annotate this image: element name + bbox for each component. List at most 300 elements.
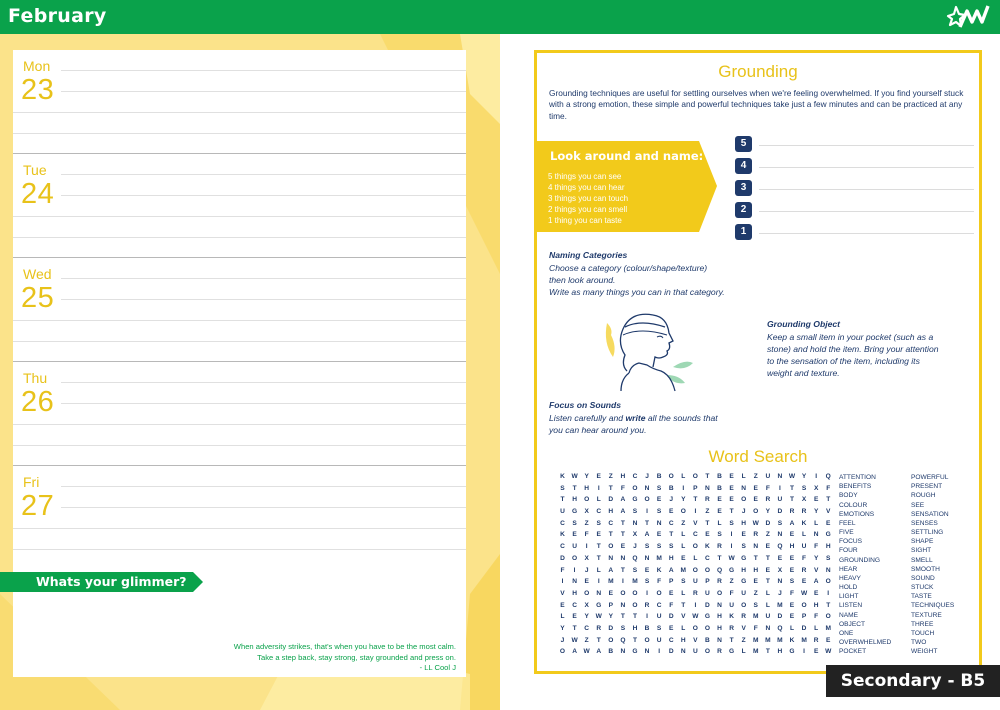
grid-letter[interactable]: T <box>765 578 770 586</box>
grid-letter[interactable]: U <box>801 543 807 551</box>
grid-letter[interactable]: T <box>753 554 758 562</box>
grid-letter[interactable]: O <box>632 589 638 597</box>
grid-letter[interactable]: O <box>704 648 710 656</box>
grid-letter[interactable]: X <box>584 601 589 609</box>
grid-letter[interactable]: F <box>729 589 734 597</box>
grid-letter[interactable]: I <box>730 531 733 539</box>
grid-letter[interactable]: Z <box>765 531 770 539</box>
grid-letter[interactable]: V <box>693 519 698 527</box>
grid-letter[interactable]: Z <box>584 519 589 527</box>
grid-letter[interactable]: E <box>729 496 734 504</box>
grid-letter[interactable]: M <box>753 648 759 656</box>
grid-letter[interactable]: N <box>620 601 626 609</box>
grid-letter[interactable]: T <box>765 554 770 562</box>
grid-letter[interactable]: N <box>777 531 783 539</box>
grid-letter[interactable]: F <box>560 566 565 574</box>
grid-letter[interactable]: X <box>801 496 807 504</box>
grid-letter[interactable]: F <box>826 484 831 492</box>
grid-letter[interactable]: O <box>632 601 638 609</box>
grid-letter[interactable]: A <box>813 578 819 586</box>
grid-letter[interactable]: U <box>692 648 698 656</box>
grid-letter[interactable]: R <box>741 613 747 621</box>
grid-letter[interactable]: J <box>633 543 637 551</box>
grid-letter[interactable]: U <box>572 543 577 551</box>
grid-letter[interactable]: Z <box>753 589 758 597</box>
grid-letter[interactable]: O <box>644 636 650 644</box>
grid-letter[interactable]: D <box>705 601 710 609</box>
grid-letter[interactable]: E <box>644 566 650 574</box>
grid-letter[interactable]: L <box>765 589 770 597</box>
grid-letter[interactable]: S <box>632 508 638 516</box>
grid-letter[interactable]: R <box>705 496 710 504</box>
grid-letter[interactable]: W <box>825 648 832 656</box>
grid-letter[interactable]: I <box>597 578 600 586</box>
grid-letter[interactable]: D <box>668 613 674 621</box>
grid-letter[interactable]: H <box>717 613 722 621</box>
grid-letter[interactable]: I <box>682 484 685 492</box>
grid-letter[interactable]: I <box>561 578 564 586</box>
grid-letter[interactable]: D <box>668 648 674 656</box>
grid-letter[interactable]: G <box>729 566 735 574</box>
grid-letter[interactable]: E <box>669 624 674 632</box>
grid-letter[interactable]: P <box>608 601 614 609</box>
grid-letter[interactable]: Y <box>801 473 807 480</box>
grid-letter[interactable]: O <box>716 589 723 597</box>
grid-letter[interactable]: I <box>694 508 697 516</box>
grid-letter[interactable]: W <box>752 519 759 527</box>
grid-letter[interactable]: O <box>692 473 698 480</box>
grid-letter[interactable]: T <box>645 519 650 527</box>
grid-letter[interactable]: L <box>681 589 686 597</box>
grid-letter[interactable]: L <box>741 473 746 480</box>
grid-letter[interactable]: L <box>681 473 686 480</box>
grid-letter[interactable]: A <box>668 566 674 574</box>
grid-letter[interactable]: E <box>560 601 565 609</box>
grid-letter[interactable]: I <box>827 589 830 597</box>
grid-letter[interactable]: T <box>632 613 637 621</box>
grid-letter[interactable]: N <box>717 636 722 644</box>
grid-letter[interactable]: T <box>826 496 831 504</box>
grid-letter[interactable]: K <box>801 519 807 527</box>
grid-letter[interactable]: U <box>560 508 565 516</box>
grid-letter[interactable]: X <box>777 566 783 574</box>
grid-letter[interactable]: H <box>741 566 747 574</box>
grid-letter[interactable]: C <box>656 601 662 609</box>
grid-letter[interactable]: W <box>788 473 796 480</box>
grid-letter[interactable]: L <box>693 554 698 562</box>
grid-letter[interactable]: E <box>765 543 771 551</box>
grid-letter[interactable]: T <box>729 636 734 644</box>
grid-letter[interactable]: H <box>608 508 614 516</box>
grid-letter[interactable]: E <box>789 554 795 562</box>
grid-letter[interactable]: T <box>596 636 601 644</box>
grid-letter[interactable]: I <box>573 566 576 574</box>
grid-letter[interactable]: R <box>644 601 650 609</box>
grid-letter[interactable]: H <box>789 543 795 551</box>
grid-letter[interactable]: M <box>608 578 614 586</box>
grid-letter[interactable]: U <box>765 613 771 621</box>
grid-letter[interactable]: F <box>765 484 770 492</box>
grid-letter[interactable]: D <box>801 624 807 632</box>
grid-letter[interactable]: C <box>692 531 698 539</box>
grid-letter[interactable]: Z <box>741 636 746 644</box>
grid-letter[interactable]: Z <box>584 636 589 644</box>
grid-letter[interactable]: N <box>656 519 662 527</box>
grid-letter[interactable]: N <box>705 484 710 492</box>
grid-letter[interactable]: Q <box>716 566 723 574</box>
grid-letter[interactable]: N <box>825 566 831 574</box>
grid-letter[interactable]: N <box>777 578 783 586</box>
grid-letter[interactable]: G <box>789 648 795 656</box>
grid-letter[interactable]: M <box>777 636 783 644</box>
grid-letter[interactable]: P <box>669 578 674 586</box>
grid-letter[interactable]: J <box>669 496 674 504</box>
grid-letter[interactable]: C <box>668 519 674 527</box>
grid-letter[interactable]: O <box>656 589 662 597</box>
grid-letter[interactable]: I <box>778 484 781 492</box>
grid-letter[interactable]: W <box>595 613 602 621</box>
grid-letter[interactable]: H <box>717 624 722 632</box>
grid-letter[interactable]: T <box>608 484 613 492</box>
grid-letter[interactable]: D <box>777 508 783 516</box>
grid-letter[interactable]: L <box>814 519 819 527</box>
grid-letter[interactable]: N <box>680 648 686 656</box>
grid-letter[interactable]: S <box>632 566 638 574</box>
grid-letter[interactable]: G <box>825 531 831 539</box>
grid-letter[interactable]: E <box>789 613 795 621</box>
grid-letter[interactable]: D <box>608 624 614 632</box>
grid-letter[interactable]: N <box>765 624 771 632</box>
grid-letter[interactable]: I <box>803 648 805 656</box>
grid-letter[interactable]: A <box>596 648 602 656</box>
grid-letter[interactable]: I <box>815 473 818 480</box>
grid-letter[interactable]: T <box>572 624 577 632</box>
grid-letter[interactable]: J <box>645 473 649 480</box>
grid-letter[interactable]: H <box>572 589 577 597</box>
grid-letter[interactable]: H <box>753 566 759 574</box>
grid-letter[interactable]: O <box>692 624 698 632</box>
grid-letter[interactable]: E <box>729 484 734 492</box>
grid-letter[interactable]: S <box>656 508 662 516</box>
grid-letter[interactable]: V <box>813 566 819 574</box>
grid-letter[interactable]: E <box>596 473 601 480</box>
grid-letter[interactable]: N <box>644 554 650 562</box>
grid-letter[interactable]: Q <box>777 543 783 551</box>
grid-letter[interactable]: T <box>705 473 710 480</box>
grid-letter[interactable]: E <box>572 613 577 621</box>
grid-letter[interactable]: C <box>632 473 638 480</box>
grid-letter[interactable]: Y <box>813 508 819 516</box>
grid-letter[interactable]: L <box>560 613 565 621</box>
grid-letter[interactable]: C <box>584 624 590 632</box>
grid-letter[interactable]: M <box>777 601 783 609</box>
grid-letter[interactable]: O <box>741 601 747 609</box>
grid-letter[interactable]: D <box>765 519 771 527</box>
grid-letter[interactable]: E <box>656 496 662 504</box>
grid-letter[interactable]: T <box>632 636 637 644</box>
grid-letter[interactable]: W <box>583 648 590 656</box>
grid-letter[interactable]: E <box>741 531 746 539</box>
grid-letter[interactable]: U <box>692 578 698 586</box>
grid-letter[interactable]: T <box>620 566 625 574</box>
grid-letter[interactable]: T <box>620 519 625 527</box>
grid-letter[interactable]: N <box>620 648 626 656</box>
grid-letter[interactable]: T <box>669 531 674 539</box>
grid-letter[interactable]: I <box>646 589 648 597</box>
grid-letter[interactable]: Z <box>681 519 686 527</box>
grid-letter[interactable]: M <box>656 554 662 562</box>
grid-letter[interactable]: H <box>825 543 831 551</box>
grid-letter[interactable]: A <box>572 648 577 656</box>
grid-letter[interactable]: B <box>705 636 710 644</box>
grid-letter[interactable]: H <box>572 496 577 504</box>
grid-letter[interactable]: Y <box>681 496 686 504</box>
grid-letter[interactable]: S <box>560 484 565 492</box>
grid-letter[interactable]: S <box>753 601 758 609</box>
grid-letter[interactable]: S <box>729 519 734 527</box>
grid-letter[interactable]: D <box>560 554 565 562</box>
grid-letter[interactable]: L <box>681 531 686 539</box>
grid-letter[interactable]: T <box>729 508 734 516</box>
grid-letter[interactable]: T <box>560 496 565 504</box>
grid-letter[interactable]: E <box>813 496 819 504</box>
grid-letter[interactable]: A <box>789 519 795 527</box>
grid-letter[interactable]: K <box>656 566 662 574</box>
grid-letter[interactable]: E <box>717 496 722 504</box>
grid-letter[interactable]: D <box>608 496 614 504</box>
grid-letter[interactable]: L <box>681 624 686 632</box>
grid-letter[interactable]: D <box>777 613 783 621</box>
grid-letter[interactable]: N <box>620 554 626 562</box>
grid-letter[interactable]: I <box>646 613 648 621</box>
grid-letter[interactable]: V <box>693 636 698 644</box>
grid-letter[interactable]: E <box>729 473 734 480</box>
grid-letter[interactable]: R <box>801 508 807 516</box>
grid-letter[interactable]: O <box>559 648 566 656</box>
grid-letter[interactable]: Q <box>777 624 783 632</box>
grid-letter[interactable]: K <box>705 543 710 551</box>
grid-letter[interactable]: W <box>800 589 808 597</box>
grid-letter[interactable]: I <box>730 543 733 551</box>
grid-letter[interactable]: T <box>572 484 577 492</box>
grid-letter[interactable]: U <box>741 589 747 597</box>
grid-letter[interactable]: E <box>620 543 626 551</box>
grid-letter[interactable]: T <box>596 543 601 551</box>
grid-letter[interactable]: T <box>596 554 601 562</box>
grid-letter[interactable]: O <box>668 473 674 480</box>
grid-letter[interactable]: S <box>741 543 746 551</box>
grid-letter[interactable]: Z <box>753 473 758 480</box>
grid-letter[interactable]: F <box>620 484 625 492</box>
grid-letter[interactable]: P <box>705 578 710 586</box>
grid-letter[interactable]: T <box>608 531 613 539</box>
grid-letter[interactable]: O <box>680 508 686 516</box>
grid-letter[interactable]: S <box>656 484 662 492</box>
grid-letter[interactable]: Q <box>620 636 626 644</box>
grid-letter[interactable]: S <box>717 531 722 539</box>
grid-letter[interactable]: E <box>813 589 819 597</box>
grid-letter[interactable]: U <box>656 613 662 621</box>
grid-letter[interactable]: S <box>777 519 783 527</box>
grid-letter[interactable]: S <box>644 578 650 586</box>
grid-letter[interactable]: G <box>741 578 747 586</box>
grid-letter[interactable]: E <box>608 589 614 597</box>
grid-letter[interactable]: E <box>801 578 807 586</box>
grid-letter[interactable]: U <box>729 601 734 609</box>
grid-letter[interactable]: M <box>825 624 831 632</box>
grid-letter[interactable]: O <box>825 578 831 586</box>
grid-letter[interactable]: U <box>656 636 662 644</box>
grid-letter[interactable]: Y <box>765 508 771 516</box>
grid-letter[interactable]: F <box>657 578 662 586</box>
grid-letter[interactable]: W <box>728 554 735 562</box>
grid-letter[interactable]: H <box>813 601 819 609</box>
grid-letter[interactable]: O <box>825 613 831 621</box>
grid-letter[interactable]: G <box>596 601 602 609</box>
grid-letter[interactable]: S <box>620 624 626 632</box>
grid-letter[interactable]: O <box>584 589 590 597</box>
grid-letter[interactable]: J <box>584 566 589 574</box>
grid-letter[interactable]: Z <box>705 508 710 516</box>
grid-letter[interactable]: A <box>620 508 626 516</box>
grid-letter[interactable]: Y <box>584 613 589 621</box>
grid-letter[interactable]: V <box>681 613 686 621</box>
grid-letter[interactable]: E <box>669 508 674 516</box>
grid-letter[interactable]: T <box>620 531 625 539</box>
grid-letter[interactable]: E <box>705 531 710 539</box>
grid-letter[interactable]: L <box>681 543 686 551</box>
grid-letter[interactable]: E <box>789 566 795 574</box>
grid-letter[interactable]: Q <box>825 473 831 480</box>
grid-letter[interactable]: B <box>717 484 722 492</box>
grid-letter[interactable]: X <box>584 508 589 516</box>
grid-letter[interactable]: E <box>753 496 758 504</box>
grid-letter[interactable]: R <box>596 624 602 632</box>
grid-letter[interactable]: G <box>632 496 638 504</box>
grid-letter[interactable]: F <box>814 543 819 551</box>
grid-letter[interactable]: H <box>680 636 686 644</box>
grid-letter[interactable]: E <box>753 578 758 586</box>
grid-letter[interactable]: E <box>753 484 758 492</box>
grid-letter[interactable]: K <box>789 636 795 644</box>
grid-letter[interactable]: N <box>753 543 759 551</box>
grid-letter[interactable]: E <box>572 531 577 539</box>
grid-letter[interactable]: J <box>560 636 565 644</box>
grid-letter[interactable]: E <box>656 531 662 539</box>
grid-letter[interactable]: I <box>621 578 624 586</box>
grid-letter[interactable]: C <box>596 508 602 516</box>
grid-letter[interactable]: R <box>753 531 759 539</box>
grid-letter[interactable]: G <box>632 648 638 656</box>
grid-letter[interactable]: M <box>765 636 771 644</box>
grid-letter[interactable]: T <box>620 613 625 621</box>
grid-letter[interactable]: S <box>669 543 674 551</box>
grid-letter[interactable]: E <box>826 519 831 527</box>
grid-letter[interactable]: S <box>681 578 686 586</box>
grid-letter[interactable]: J <box>778 589 782 597</box>
grid-letter[interactable]: G <box>741 554 747 562</box>
grid-letter[interactable]: P <box>801 613 807 621</box>
grid-letter[interactable]: X <box>584 554 589 562</box>
grid-letter[interactable]: S <box>656 624 662 632</box>
grid-letter[interactable]: E <box>765 566 771 574</box>
grid-letter[interactable]: R <box>717 543 722 551</box>
grid-letter[interactable]: B <box>668 484 674 492</box>
grid-letter[interactable]: A <box>644 531 650 539</box>
grid-letter[interactable]: U <box>765 473 771 480</box>
grid-letter[interactable]: R <box>801 566 807 574</box>
grid-letter[interactable]: O <box>584 496 590 504</box>
grid-letter[interactable]: V <box>741 624 746 632</box>
grid-letter[interactable]: O <box>572 554 578 562</box>
grid-letter[interactable]: I <box>585 543 588 551</box>
grid-letter[interactable]: Z <box>729 578 734 586</box>
grid-letter[interactable]: L <box>765 601 770 609</box>
grid-letter[interactable]: G <box>729 648 735 656</box>
grid-letter[interactable]: X <box>813 484 819 492</box>
grid-letter[interactable]: A <box>608 566 614 574</box>
grid-letter[interactable]: S <box>572 519 577 527</box>
grid-letter[interactable]: L <box>717 519 722 527</box>
grid-letter[interactable]: M <box>753 613 759 621</box>
grid-letter[interactable]: Z <box>608 473 613 480</box>
grid-letter[interactable]: I <box>646 508 648 516</box>
grid-letter[interactable]: O <box>620 589 626 597</box>
grid-letter[interactable]: F <box>753 624 758 632</box>
grid-letter[interactable]: I <box>597 484 600 492</box>
grid-letter[interactable]: N <box>608 554 614 562</box>
grid-letter[interactable]: T <box>789 496 794 504</box>
grid-letter[interactable]: T <box>681 601 686 609</box>
grid-letter[interactable]: I <box>658 648 661 656</box>
grid-letter[interactable]: W <box>571 636 578 644</box>
grid-letter[interactable]: O <box>753 508 759 516</box>
grid-letter[interactable]: G <box>704 613 710 621</box>
grid-letter[interactable]: V <box>560 589 565 597</box>
grid-letter[interactable]: T <box>717 554 722 562</box>
grid-letter[interactable]: E <box>777 554 783 562</box>
grid-letter[interactable]: C <box>572 601 577 609</box>
grid-letter[interactable]: C <box>560 543 565 551</box>
grid-letter[interactable]: F <box>669 601 674 609</box>
grid-letter[interactable]: B <box>656 473 662 480</box>
grid-letter[interactable]: O <box>644 496 650 504</box>
grid-letter[interactable]: N <box>644 484 650 492</box>
grid-letter[interactable]: O <box>608 543 614 551</box>
grid-letter[interactable]: L <box>596 566 601 574</box>
grid-letter[interactable]: S <box>826 554 831 562</box>
grid-letter[interactable]: P <box>693 484 698 492</box>
grid-letter[interactable]: R <box>813 636 819 644</box>
grid-letter[interactable]: I <box>694 601 697 609</box>
grid-letter[interactable]: F <box>584 531 589 539</box>
grid-letter[interactable]: L <box>741 648 746 656</box>
grid-letter[interactable]: N <box>632 519 638 527</box>
grid-letter[interactable]: F <box>814 613 819 621</box>
grid-letter[interactable]: F <box>789 589 794 597</box>
grid-letter[interactable]: H <box>668 554 674 562</box>
grid-letter[interactable]: E <box>717 508 722 516</box>
grid-letter[interactable]: K <box>560 473 565 480</box>
grid-letter[interactable]: E <box>789 601 795 609</box>
grid-letter[interactable]: S <box>789 578 795 586</box>
grid-letter[interactable]: K <box>729 613 734 621</box>
grid-letter[interactable]: N <box>572 578 577 586</box>
grid-letter[interactable]: J <box>741 508 746 516</box>
grid-letter[interactable]: T <box>705 519 710 527</box>
grid-letter[interactable]: M <box>680 566 687 574</box>
grid-letter[interactable]: Y <box>584 473 589 480</box>
